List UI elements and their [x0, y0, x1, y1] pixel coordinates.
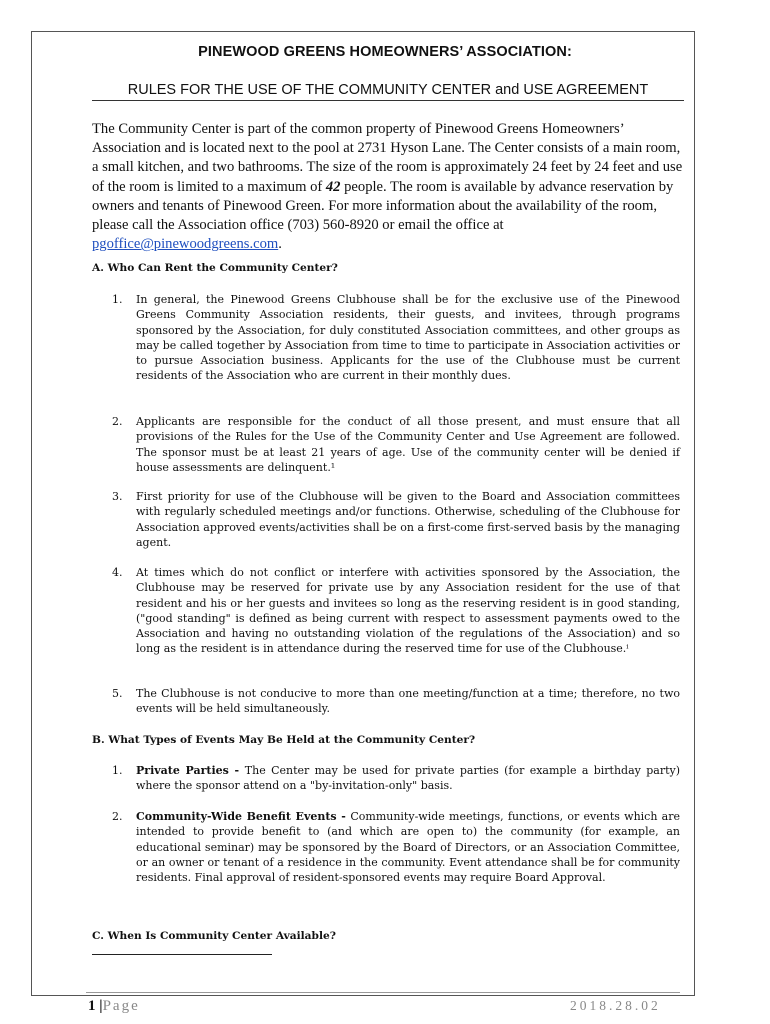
item-text: The Clubhouse is not conducive to more than one meeting/function at a time; therefore, no two events will be held simultaneously.	[136, 687, 680, 716]
list-item	[112, 763, 680, 794]
intro-paragraph	[92, 120, 684, 254]
document-subtitle: RULES FOR THE USE OF THE COMMUNITY CENTER and USE AGREEMENT	[92, 82, 684, 101]
item-number: 4.	[112, 566, 123, 579]
item-number: 2.	[112, 415, 123, 428]
page-separator: |	[99, 998, 103, 1014]
item-label: Community-Wide Benefit Events -	[136, 810, 351, 823]
item-body: Community-wide meetings, functions, or events which are intended to provide benefit to (and which are open to) the community (for example, an educational seminar) may be sponsored by the Board of Directors, or an Association Committee, or an owner or tenant of a residence in the community. Event attendance shall be for community residents. Final approval of resident-sponsored events may require Board Approval.	[136, 810, 680, 885]
page-number: 1	[88, 998, 96, 1014]
item-number: 3.	[112, 490, 123, 503]
item-number: 2.	[112, 810, 123, 823]
section-b-heading: B. What Types of Events May Be Held at the Community Center?	[92, 734, 476, 746]
document-title: PINEWOOD GREENS HOMEOWNERS’ ASSOCIATION:	[198, 44, 572, 60]
item-body: The Center may be used for private parties (for example a birthday party) where the sponsor attend on a "by-invitation-only" basis.	[136, 764, 681, 793]
max-occupancy: 42	[325, 178, 341, 195]
footnote-divider	[92, 954, 272, 955]
item-label: Private Parties -	[136, 764, 245, 777]
office-email-link[interactable]: pgoffice@pinewoodgreens.com	[92, 236, 279, 253]
list-item	[112, 686, 680, 717]
list-item	[112, 414, 680, 475]
list-item	[112, 809, 680, 885]
intro-text-2: people. The room is available by advance reservation by owners and tenants of Pinewood Green. For more information about the availability of the room, please call the Association office (703) 560-8920 or email the office at	[92, 178, 674, 234]
item-text	[136, 763, 680, 794]
item-text: Applicants are responsible for the conduct of all those present, and must ensure that all provisions of the Rules for the Use of the Community Center and Use Agreement are followed. The sponsor must be at least 21 years of age. Use of the community center will be denied if house assessments are delinquent.¹	[136, 415, 680, 474]
footer-divider	[86, 992, 680, 993]
item-number: 1.	[112, 293, 123, 306]
intro-end: .	[278, 236, 282, 253]
list-item	[112, 489, 680, 550]
item-text: At times which do not conflict or interfere with activities sponsored by the Association, the Clubhouse may be reserved for private use by any Association resident for the use of that resident and his or her guests and invitees so long as the reserving resident is in good standing, ("good standing" is defined as being current with respect to assessment payments owed to the Association and having no outstanding violation of the regulations of the Association) and so long as the resident is in attendance during the reserved time for use of the Clubhouse.ⁱ	[136, 566, 680, 656]
document-date: 2018.28.02	[570, 998, 661, 1013]
section-a-heading: A. Who Can Rent the Community Center?	[92, 262, 338, 274]
page-label: Page	[102, 998, 140, 1014]
item-text	[136, 809, 680, 885]
intro-text-1: The Community Center is part of the common property of Pinewood Greens Homeowners’ Association and is located next to the pool at 2731 Hyson Lane. The Center consists of a main room, a small kitchen, and two bathrooms. The size of the room is approximately 24 feet by 24 feet and use of the room is limited to a maximum of	[92, 121, 683, 195]
item-number: 5.	[112, 687, 123, 700]
page-number-footer	[88, 998, 140, 1015]
section-c-heading: C. When Is Community Center Available?	[92, 930, 336, 942]
item-text: First priority for use of the Clubhouse will be given to the Board and Association committees with regularly scheduled meetings and/or functions. Otherwise, scheduling of the Clubhouse for Association approved events/activities shall be on a first-come first-served basis by the managing agent.	[136, 490, 680, 549]
item-number: 1.	[112, 764, 123, 777]
list-item	[112, 292, 680, 384]
list-item	[112, 565, 680, 657]
item-text: In general, the Pinewood Greens Clubhouse shall be for the exclusive use of the Pinewood Greens Community Association residents, their guests, and invitees, through programs sponsored by the Association, for duly constituted Association committees, and other groups as may be called together by Association from time to time to participate in Association activities or to pursue Association business. Applicants for the use of the Clubhouse must be current residents of the Association who are current in their monthly dues.	[136, 293, 680, 383]
